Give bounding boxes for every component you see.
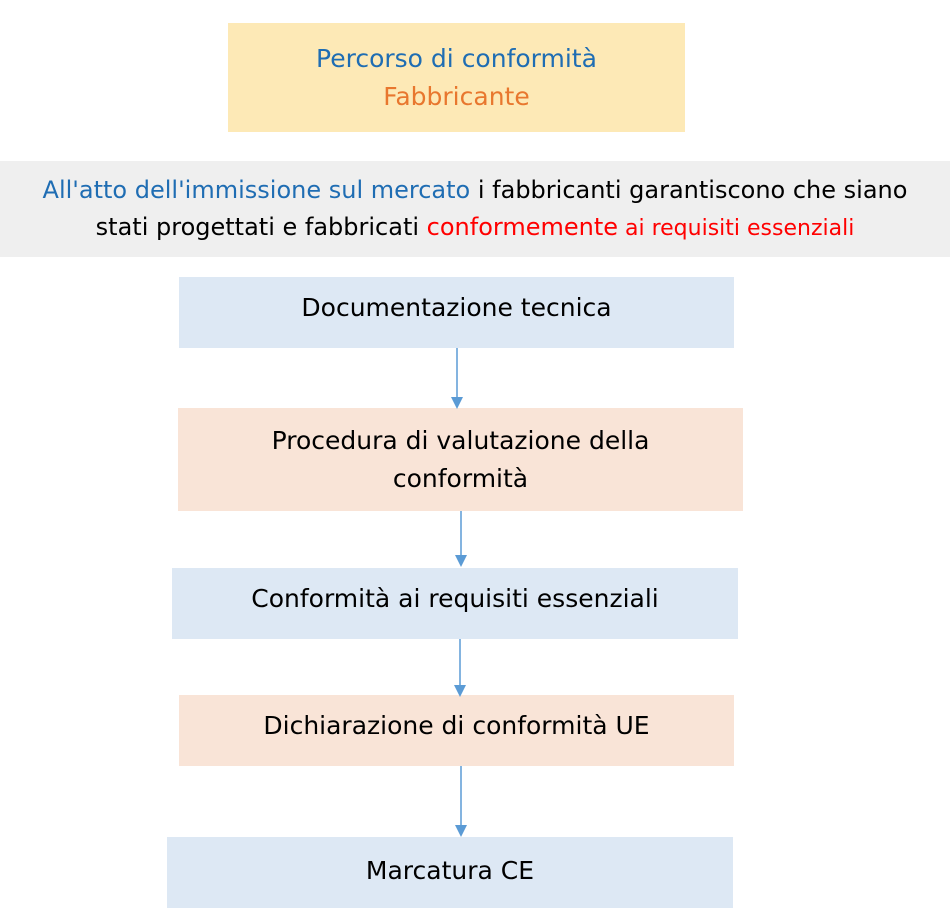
- arrow-1-head: [451, 397, 463, 409]
- step-label: Procedura di valutazione della conformità: [271, 425, 650, 493]
- step-label: Dichiarazione di conformità UE: [263, 710, 650, 740]
- arrow-3-head: [454, 685, 466, 697]
- step-label: Documentazione tecnica: [301, 292, 612, 322]
- diagram-subtitle: Fabbricante: [383, 81, 530, 111]
- arrow-2-head: [455, 555, 467, 567]
- statement-highlight-requirements: ai requisiti essenziali: [618, 215, 855, 241]
- step-label: Marcatura CE: [365, 855, 535, 885]
- statement-highlight-market: All'atto dell'immissione sul mercato: [42, 175, 471, 204]
- arrow-4-head: [455, 825, 467, 837]
- statement-highlight-conform: conformemente: [426, 212, 618, 241]
- diagram-title: Percorso di conformità: [316, 43, 597, 73]
- statement-body: i fabbricanti garantiscono che siano stati progettati e fabbricati: [95, 175, 908, 241]
- step-label: Conformità ai requisiti essenziali: [251, 583, 659, 613]
